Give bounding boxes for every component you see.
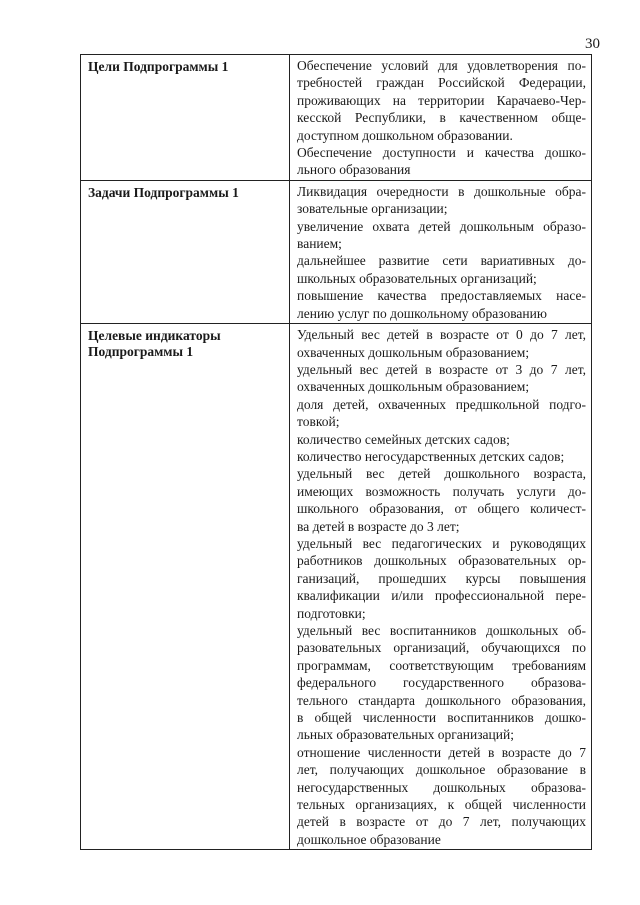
content-line: удельный вес детей в возрасте от 3 до 7 лет, — [297, 361, 586, 377]
content-paragraph — [297, 361, 586, 396]
content-line: доля детей, охваченных предшкольной подго- — [297, 396, 586, 412]
content-line: требностей граждан Российской Федерации, — [297, 75, 586, 91]
content-line: ванием; — [297, 236, 342, 252]
row-content-cell — [290, 324, 592, 850]
table-row — [81, 55, 592, 181]
row-label-line: Подпрограммы 1 — [88, 344, 194, 360]
content-line: отношение численности детей в возрасте до 7 — [297, 744, 586, 760]
content-line: Обеспечение условий для удовлетворения по- — [297, 58, 586, 73]
row-label-line: Задачи Подпрограммы 1 — [88, 184, 239, 200]
content-line: квалификации и/или профессиональной пере- — [297, 588, 586, 604]
table-row — [81, 324, 592, 850]
content-line: федерального государственного образова- — [297, 675, 586, 691]
content-line: количество семейных детских садов; — [297, 431, 510, 447]
content-line: ва детей в возрасте до 3 лет; — [297, 518, 460, 534]
row-label-cell — [81, 180, 290, 323]
content-line: детей в возрасте от до 7 лет, получающих — [297, 814, 586, 830]
content-line: льного образования — [297, 162, 411, 178]
content-line: дошкольное образование — [297, 831, 441, 847]
content-paragraph — [297, 183, 586, 218]
content-line: программам, соответствующим требованиям — [297, 657, 586, 673]
content-line: тельного стандарта дошкольного образования, — [297, 692, 586, 708]
content-line: в общей численности воспитанников дошко- — [297, 710, 586, 726]
content-line: удельный вес воспитанников дошкольных об- — [297, 623, 586, 638]
content-line: разовательных организаций, обучающихся по — [297, 640, 586, 656]
content-line: кесской Республики, в качественном обще- — [297, 110, 586, 126]
content-line: работников дошкольных образовательных ор- — [297, 553, 586, 569]
content-paragraph — [297, 396, 586, 431]
content-line: Ликвидация очередности в дошкольные обра- — [297, 183, 586, 199]
content-paragraph — [297, 218, 586, 253]
row-content-cell — [290, 180, 592, 323]
content-line: удельный вес детей дошкольного возраста, — [297, 466, 586, 482]
content-line: лет, получающих дошкольное образование в — [297, 762, 586, 778]
content-paragraph — [297, 326, 586, 361]
page-number: 30 — [585, 36, 600, 52]
row-label-cell — [81, 55, 290, 181]
content-paragraph — [297, 535, 586, 622]
content-paragraph — [297, 744, 586, 848]
content-line: имеющих возможность получать услуги до- — [297, 483, 586, 499]
content-line: охваченных дошкольным образованием; — [297, 344, 530, 360]
content-line: ганизаций, прошедших курсы повышения — [297, 570, 586, 586]
content-paragraph — [297, 622, 586, 744]
content-line: льных образовательных организаций; — [297, 727, 514, 743]
content-line: дальнейшее развитие сети вариативных до- — [297, 253, 586, 269]
content-paragraph — [297, 57, 586, 144]
content-line: охваченных дошкольным образованием; — [297, 379, 530, 395]
program-passport-table — [80, 54, 592, 850]
content-line: негосударственных дошкольных образова- — [297, 779, 586, 795]
content-line: Обеспечение доступности и качества дошко- — [297, 145, 586, 161]
content-line: увеличение охвата детей дошкольным образо- — [297, 218, 586, 234]
content-line: количество негосударственных детских садов; — [297, 448, 565, 464]
content-line: доступном дошкольном образовании. — [297, 127, 513, 143]
row-label-cell — [81, 324, 290, 850]
content-paragraph — [297, 287, 586, 322]
content-paragraph — [297, 144, 586, 179]
content-line: зовательные организации; — [297, 201, 448, 217]
content-line: лению услуг по дошкольному образованию — [297, 305, 547, 321]
content-paragraph — [297, 465, 586, 535]
content-line: подготовки; — [297, 605, 366, 621]
content-line: товкой; — [297, 414, 340, 430]
row-label-line: Цели Подпрограммы 1 — [88, 59, 229, 74]
content-line: удельный вес педагогических и руководящих — [297, 535, 586, 551]
content-line: повышение качества предоставляемых насе- — [297, 288, 586, 304]
content-line: Удельный вес детей в возрасте от 0 до 7 лет, — [297, 327, 586, 343]
content-paragraph — [297, 252, 586, 287]
content-paragraph — [297, 431, 586, 448]
content-line: школьных образовательных организаций; — [297, 270, 537, 286]
content-line: проживающих на территории Карачаево-Чер- — [297, 92, 586, 108]
content-paragraph — [297, 448, 586, 465]
table-row — [81, 180, 592, 323]
content-line: тельных организациях, к общей численности — [297, 797, 586, 813]
content-line: школьного образования, от общего количест- — [297, 501, 586, 517]
row-label-line: Целевые индикаторы — [88, 328, 221, 344]
row-content-cell — [290, 55, 592, 181]
